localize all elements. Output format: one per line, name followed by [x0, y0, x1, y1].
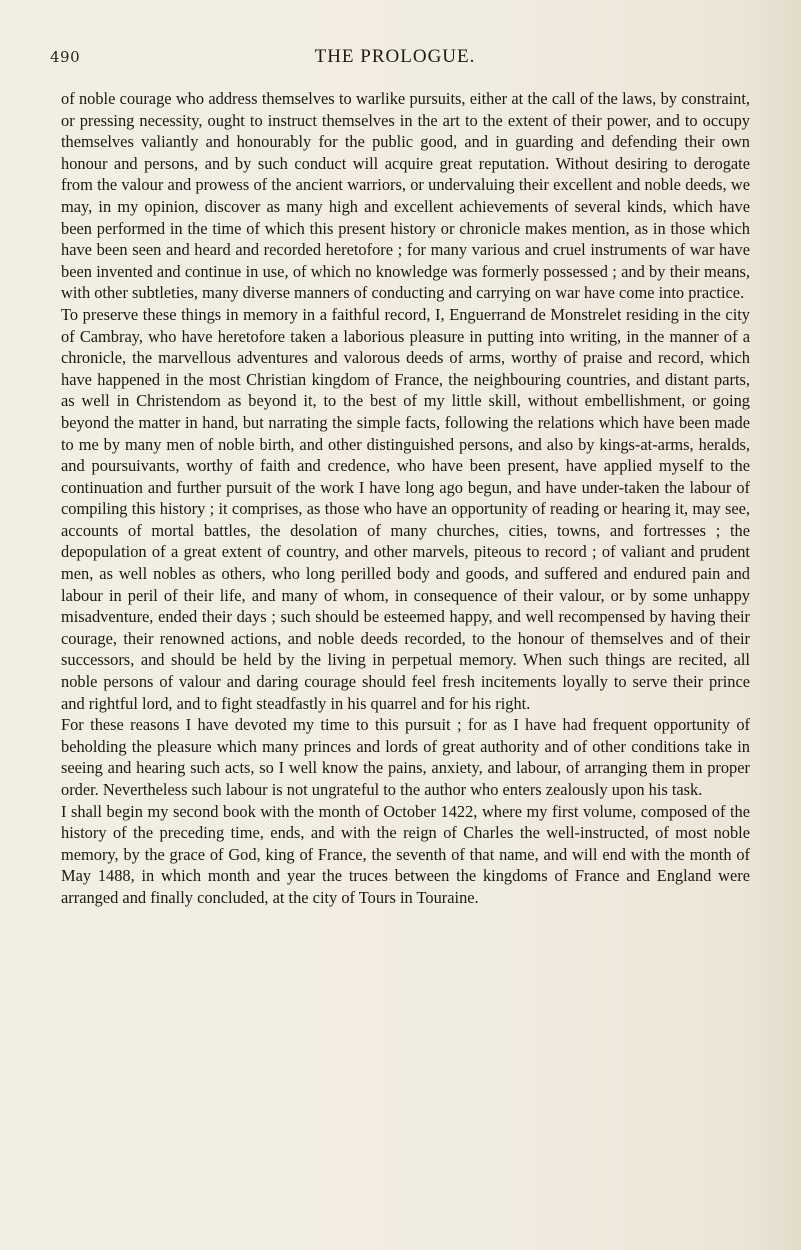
page-header [50, 46, 740, 72]
running-head: THE PROLOGUE. [314, 46, 476, 67]
paragraph: of noble courage who address themselves to warlike pursuits, either at the call of the laws, by constraint, or pressing necessity, ought to instruct themselves in the art to the extent of their power, and to occupy themselves valiantly and honourably for the public good, and in guarding and defending their own honour and persons, and by such conduct will acquire great reputation. Without desiring to derogate from the valour and prowess of the ancient warriors, or undervaluing their excellent and noble deeds, we may, in my opinion, discover as many high and excellent achievements of several kinds, which have been performed in the time of which this present history or chronicle makes mention, as in those which have been seen and heard and recorded heretofore ; for many various and cruel instruments of war have been invented and continue in use, of which no knowledge was formerly possessed ; and by their means, with other subtleties, many diverse manners of conducting and carrying on war have come into practice. [61, 89, 750, 303]
paragraph: I shall begin my second book with the month of October 1422, where my first volume, composed of the history of the preceding time, ends, and with the reign of Charles the well-instructed, of most noble memory, by the grace of God, king of France, the seventh of that name, and will end with the month of May 1488, in which month and year the truces between the kingdoms of France and England were arranged and finally concluded, at the city of Tours in Touraine. [61, 801, 750, 907]
page-number: 490 [50, 48, 81, 66]
paragraph: To preserve these things in memory in a faithful record, I, Enguerrand de Monstrelet residing in the city of Cambray, who have heretofore taken a laborious pleasure in putting into writing, in the manner of a chronicle, the marvellous adventures and valorous deeds of arms, worthy of praise and record, which have happened in the most Christian kingdom of France, the neighbouring countries, and distant parts, as well in Christendom as beyond it, to the best of my little skill, without embellishment, or going beyond the matter in hand, but narrating the simple facts, following the relations which have been made to me by many men of noble birth, and other distinguished persons, and also by kings-at-arms, heralds, and poursuivants, worthy of faith and credence, who have been present, have applied myself to the continuation and further pursuit of the work I have long ago begun, and have under-taken the labour of compiling this history ; it comprises, as those who have an opportunity of reading or hearing it, may see, accounts of mortal battles, the desolation of many churches, cities, towns, and fortresses ; the depopulation of a great extent of country, and other marvels, piteous to record ; of valiant and prudent men, as well nobles as others, who long perilled body and goods, and suffered and endured pain and labour in peril of their life, and many of whom, in consequence of their valour, or by some unhappy misadventure, ended their days ; such should be esteemed happy, and well recompensed by having their courage, their renowned actions, and noble deeds recorded, to the honour of themselves and of their successors, and should be held by the living in perpetual memory. When such things are recited, all noble persons of valour and daring courage should feel fresh incitements loyally to serve their prince and rightful lord, and to fight steadfastly in his quarrel and for his right. [61, 304, 750, 713]
body-text [61, 88, 750, 909]
paragraph: For these reasons I have devoted my time to this pursuit ; for as I have had frequent opportunity of beholding the pleasure which many princes and lords of great authority and of other conditions take in seeing and hearing such acts, so I well know the pains, anxiety, and labour, of arranging them in proper order. Nevertheless such labour is not ungrateful to the author who enters zealously upon his task. [61, 715, 750, 799]
